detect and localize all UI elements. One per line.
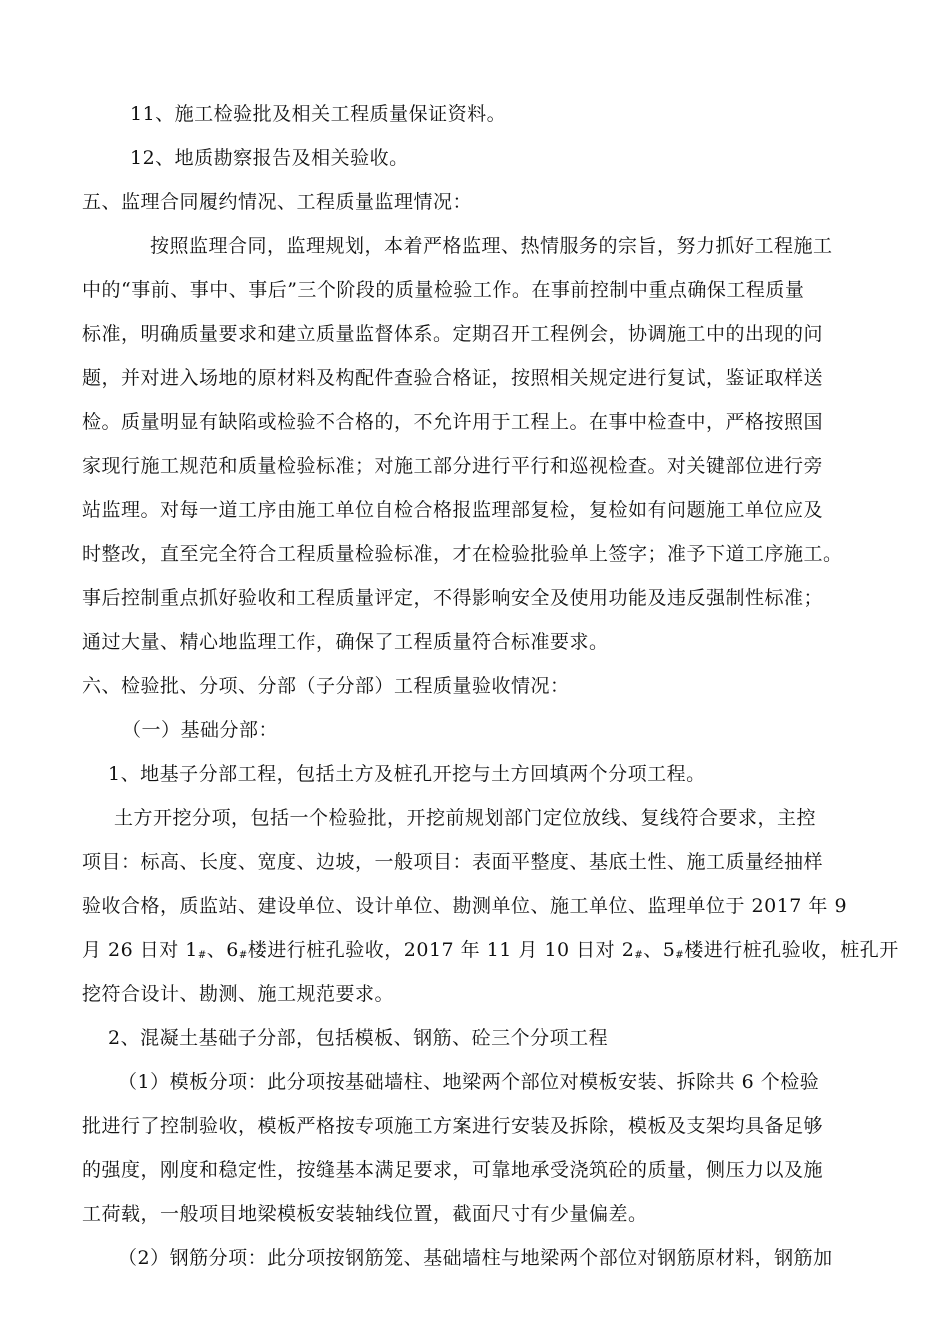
paragraph-line: 验收合格，质监站、建设单位、设计单位、勘测单位、施工单位、监理单位于 2017 年 9 xyxy=(82,895,848,917)
paragraph-line: 2、混凝土基础子分部，包括模板、钢筋、砼三个分项工程 xyxy=(108,1027,609,1049)
paragraph-line: 项目：标高、长度、宽度、边坡，一般项目：表面平整度、基底土性、施工质量经抽样 xyxy=(82,851,824,873)
paragraph-line: 按照监理合同，监理规划，本着严格监理、热情服务的宗旨，努力抓好工程施工 xyxy=(150,235,833,257)
paragraph-line: 时整改，直至完全符合工程质量检验标准，才在检验批验单上签字；准予下道工序施工。 xyxy=(82,543,843,565)
building-number-mark: # xyxy=(675,950,685,961)
paragraph-line: 土方开挖分项，包括一个检验批，开挖前规划部门定位放线、复线符合要求，主控 xyxy=(114,807,817,829)
paragraph-line: 的强度，刚度和稳定性，按缝基本满足要求，可靠地承受浇筑砼的质量，侧压力以及施 xyxy=(82,1159,824,1181)
paragraph-line: 11、施工检验批及相关工程质量保证资料。 xyxy=(130,103,507,125)
paragraph-line: 事后控制重点抓好验收和工程质量评定，不得影响安全及使用功能及违反强制性标准； xyxy=(82,587,824,609)
text-run: 月 26 日对 1 xyxy=(82,939,198,961)
text-run: 、5 xyxy=(643,939,676,961)
paragraph-line xyxy=(82,938,899,968)
paragraph-line: 题，并对进入场地的原材料及构配件查验合格证，按照相关规定进行复试，鉴证取样送 xyxy=(82,367,824,389)
paragraph-line: 工荷载，一般项目地梁模板安装轴线位置，截面尺寸有少量偏差。 xyxy=(82,1203,648,1225)
building-number-mark: # xyxy=(634,950,644,961)
paragraph-line: 检。质量明显有缺陷或检验不合格的，不允许用于工程上。在事中检查中，严格按照国 xyxy=(82,411,824,433)
building-number-mark: # xyxy=(238,950,248,961)
paragraph-line: 中的“事前、事中、事后”三个阶段的质量检验工作。在事前控制中重点确保工程质量 xyxy=(82,279,805,301)
paragraph-line: 通过大量、精心地监理工作，确保了工程质量符合标准要求。 xyxy=(82,631,609,653)
paragraph-line: （2）钢筋分项：此分项按钢筋笼、基础墙柱与地梁两个部位对钢筋原材料，钢筋加 xyxy=(118,1247,833,1269)
text-run: 、6 xyxy=(206,939,239,961)
paragraph-line: 家现行施工规范和质量检验标准；对施工部分进行平行和巡视检查。对关键部位进行旁 xyxy=(82,455,824,477)
paragraph-line: 批进行了控制验收，模板严格按专项施工方案进行安装及拆除，模板及支架均具备足够 xyxy=(82,1115,824,1137)
section-heading: 六、检验批、分项、分部（子分部）工程质量验收情况： xyxy=(82,675,570,697)
paragraph-line: 12、地质勘察报告及相关验收。 xyxy=(130,147,409,169)
paragraph-line: 站监理。对每一道工序由施工单位自检合格报监理部复检，复检如有问题施工单位应及 xyxy=(82,499,824,521)
paragraph-line: （1）模板分项：此分项按基础墙柱、地梁两个部位对模板安装、拆除共 6 个检验 xyxy=(118,1071,820,1093)
building-number-mark: # xyxy=(197,950,207,961)
paragraph-line: 标准，明确质量要求和建立质量监督体系。定期召开工程例会，协调施工中的出现的问 xyxy=(82,323,824,345)
text-run: 楼进行桩孔验收，桩孔开 xyxy=(684,939,899,961)
section-heading: 五、监理合同履约情况、工程质量监理情况： xyxy=(82,191,473,213)
subsection-heading: （一）基础分部： xyxy=(122,719,279,741)
paragraph-line: 挖符合设计、勘测、施工规范要求。 xyxy=(82,983,395,1005)
paragraph-line: 1、地基子分部工程，包括土方及桩孔开挖与土方回填两个分项工程。 xyxy=(108,763,706,785)
text-run: 楼进行桩孔验收，2017 年 11 月 10 日对 2 xyxy=(247,939,635,961)
